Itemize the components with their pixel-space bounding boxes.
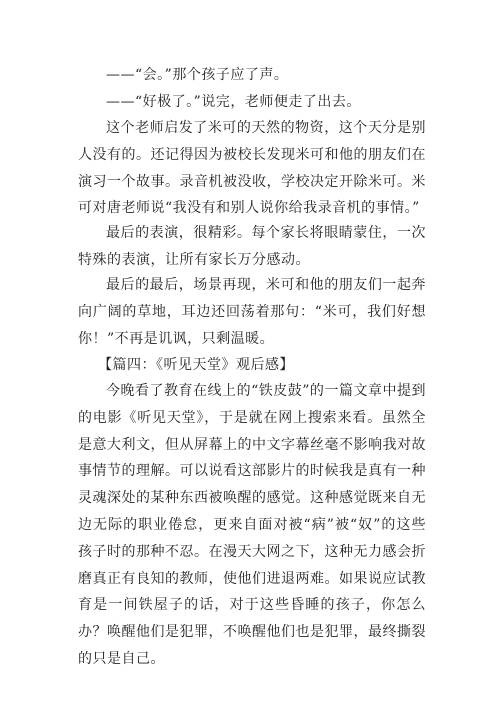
dialogue-line-1: ——“会。”那个孩子应了声。 [106, 67, 289, 83]
paragraph-teacher-inspiration: 这个老师启发了米可的天然的物资，这个天分是别人没有的。还记得因为被校长发现米可和他的朋友们在演习一个故事。录音机被没收，学校决定开除米可。米可对唐老师说“我没有和别人说你给我录音机的事情。” [78, 120, 426, 217]
dialogue-line-2: ——“好极了。”说完，老师便走了出去。 [106, 94, 361, 110]
paragraph-review: 今晚看了教育在线上的“铁皮鼓”的一篇文章中提到的电影《听见天堂》，于是就在网上搜索来看。虽然全是意大利文，但从屏幕上的中文字幕丝毫不影响我对故事情节的理解。可以说看这部影片的时候我是真有一种灵魂深处的某种东西被唤醒的感觉。这种感觉既来自无边无际的职业倦怠，更来自面对被“病”被“奴”的这些孩子时的那种不忍。在漫天大网之下，这种无力感会折磨真正有良知的教师，使他们进退两难。如果说应试教育是一间铁屋子的话，对于这些昏睡的孩子，你怎么办？唤醒他们是犯罪，不唤醒他们也是犯罪，最终撕裂的只是自己。 [78, 383, 426, 667]
paragraph-final-performance: 最后的表演，很精彩。每个家长将眼睛蒙住，一次特殊的表演，让所有家长万分感动。 [78, 225, 426, 268]
paragraph-final-scene: 最后的最后，场景再现，米可和他的朋友们一起奔向广阔的草地，耳边还回荡着那句：“米可，我们好想你！”不再是讥讽，只剩温暖。 [78, 277, 426, 347]
section-heading: 【篇四：《听见天堂》观后感】 [98, 357, 294, 373]
